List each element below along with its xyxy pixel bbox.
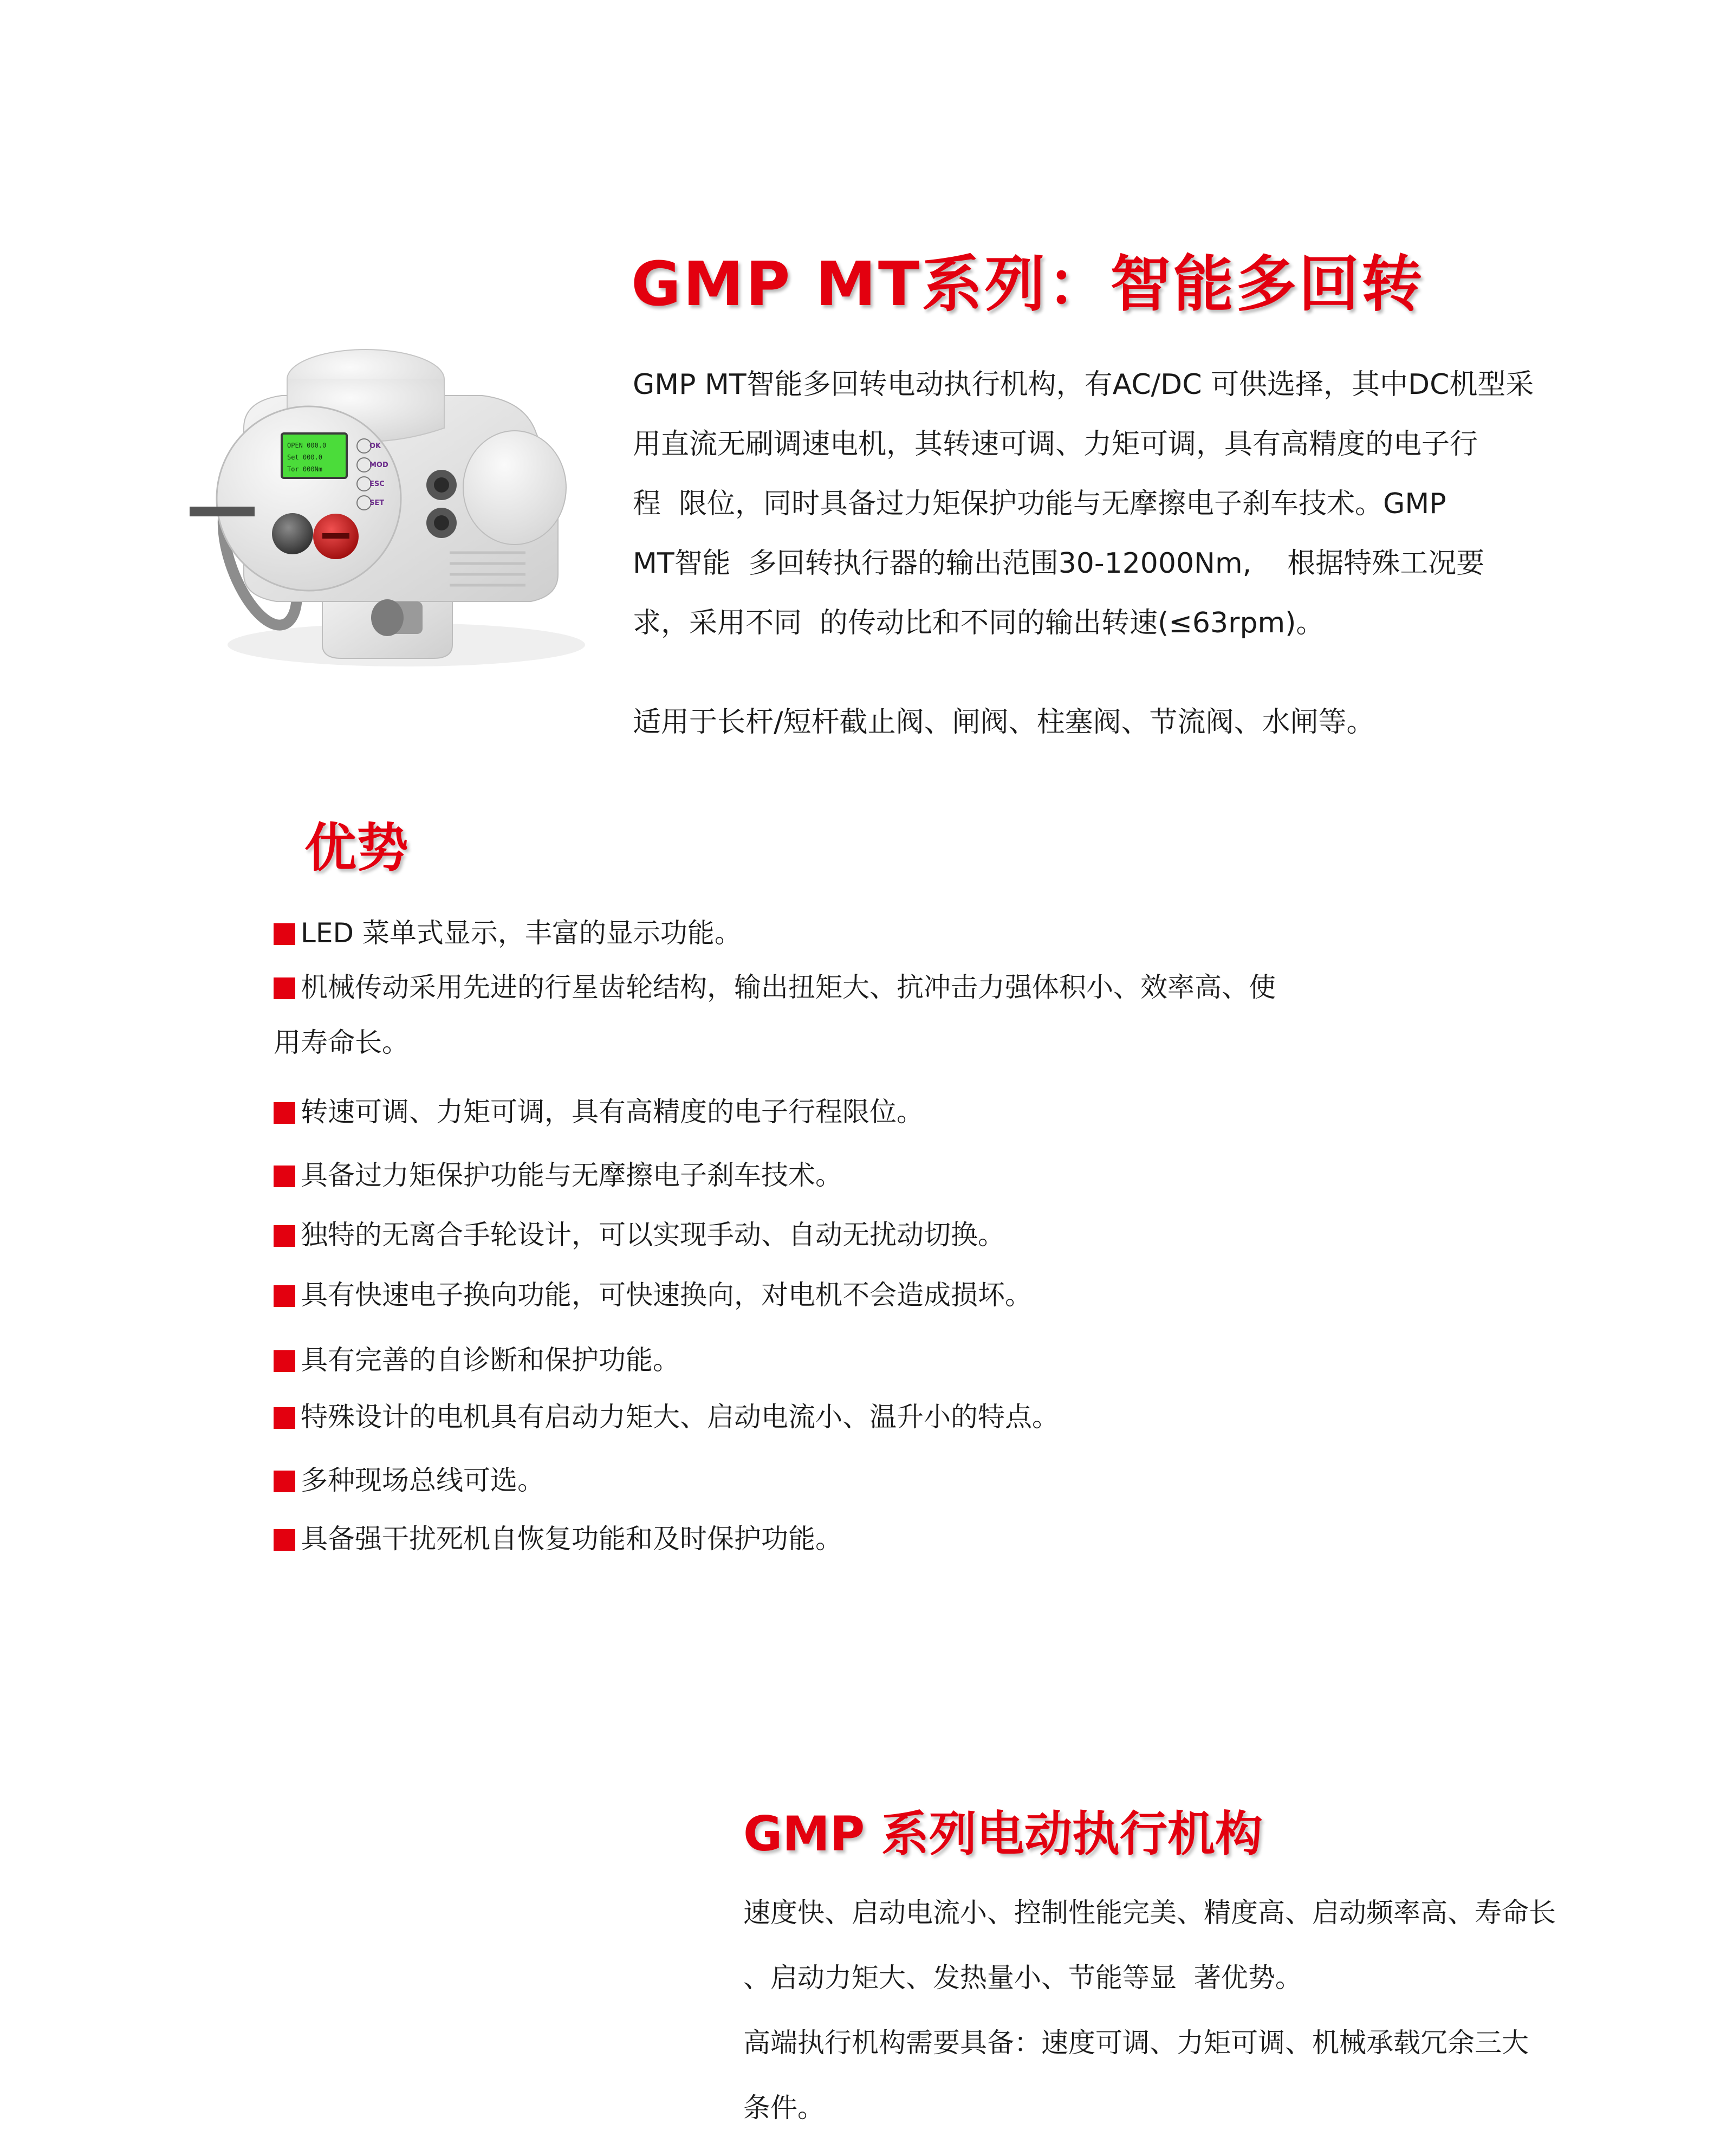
bullet-square-icon <box>274 923 295 945</box>
bullet-square-icon <box>274 1350 295 1372</box>
svg-text:MOD: MOD <box>369 461 388 469</box>
list-item: LED 菜单式显示，丰富的显示功能。 <box>274 905 1357 961</box>
series-line: 高端执行机构需要具备：速度可调、力矩可调、机械承载冗余三大 <box>743 2027 1529 2058</box>
series-heading: GMP 系列电动执行机构 <box>743 1806 1263 1862</box>
bullet-square-icon <box>274 1166 295 1187</box>
list-item: 具备强干扰死机自恢复功能和及时保护功能。 <box>274 1511 1357 1567</box>
list-item: 特殊设计的电机具有启动力矩大、启动电流小、温升小的特点。 <box>274 1389 1357 1445</box>
bullet-square-icon <box>274 1225 295 1247</box>
series-line: 、启动力矩大、发热量小、节能等显 著优势。 <box>743 1962 1302 1993</box>
list-item-continuation: 用寿命长。 <box>274 1027 409 1058</box>
svg-text:Set 000.0: Set 000.0 <box>287 454 323 461</box>
series-line: 速度快、启动电流小、控制性能完美、精度高、启动频率高、寿命长 <box>743 1897 1556 1928</box>
advantages-heading: 优势 <box>304 818 408 878</box>
bullet-square-icon <box>274 1407 295 1429</box>
intro-line: MT智能 多回转执行器的输出范围30-12000Nm, 根据特殊工况要 <box>633 547 1485 580</box>
intro-line: 求，采用不同 的传动比和不同的输出转速(≤63rpm)。 <box>633 607 1325 639</box>
series-line: 条件。 <box>743 2092 825 2123</box>
svg-text:Tor 000Nm: Tor 000Nm <box>287 465 323 473</box>
bullet-square-icon <box>274 1285 295 1307</box>
bullet-square-icon <box>274 1102 295 1124</box>
svg-text:ESC: ESC <box>369 480 385 488</box>
applicable-valves: 适用于长杆/短杆截止阀、闸阀、柱塞阀、节流阀、水闸等。 <box>633 706 1375 739</box>
list-item: 具有完善的自诊断和保护功能。 <box>274 1332 1357 1388</box>
svg-text:OPEN 000.0: OPEN 000.0 <box>287 442 327 449</box>
list-item: 多种现场总线可选。 <box>274 1452 1357 1508</box>
list-item: 转速可调、力矩可调，具有高精度的电子行程限位。 <box>274 1084 1357 1140</box>
intro-line: GMP MT智能多回转电动执行机构，有AC/DC 可供选择，其中DC机型采 <box>633 368 1534 401</box>
electric-actuator-illustration <box>179 320 590 672</box>
list-item: 独特的无离合手轮设计，可以实现手动、自动无扰动切换。 <box>274 1207 1357 1263</box>
svg-text:OK: OK <box>369 442 381 450</box>
intro-paragraph <box>633 355 1534 653</box>
bullet-square-icon <box>274 1471 295 1492</box>
intro-line: 用直流无刷调速电机，其转速可调、力矩可调，具有高精度的电子行 <box>633 428 1478 461</box>
page-title: GMP MT系列：智能多回转 <box>631 249 1425 320</box>
list-item: 机械传动采用先进的行星齿轮结构，输出扭矩大、抗冲击力强体积小、效率高、使 <box>274 959 1357 1015</box>
bullet-square-icon <box>274 1529 295 1551</box>
list-item: 具备过力矩保护功能与无摩擦电子刹车技术。 <box>274 1147 1357 1203</box>
list-item: 具有快速电子换向功能，可快速换向，对电机不会造成损坏。 <box>274 1267 1357 1323</box>
bullet-square-icon <box>274 977 295 999</box>
series-description <box>743 1885 1567 2145</box>
intro-line: 程 限位，同时具备过力矩保护功能与无摩擦电子刹车技术。GMP <box>633 488 1446 520</box>
svg-text:SET: SET <box>369 499 385 507</box>
